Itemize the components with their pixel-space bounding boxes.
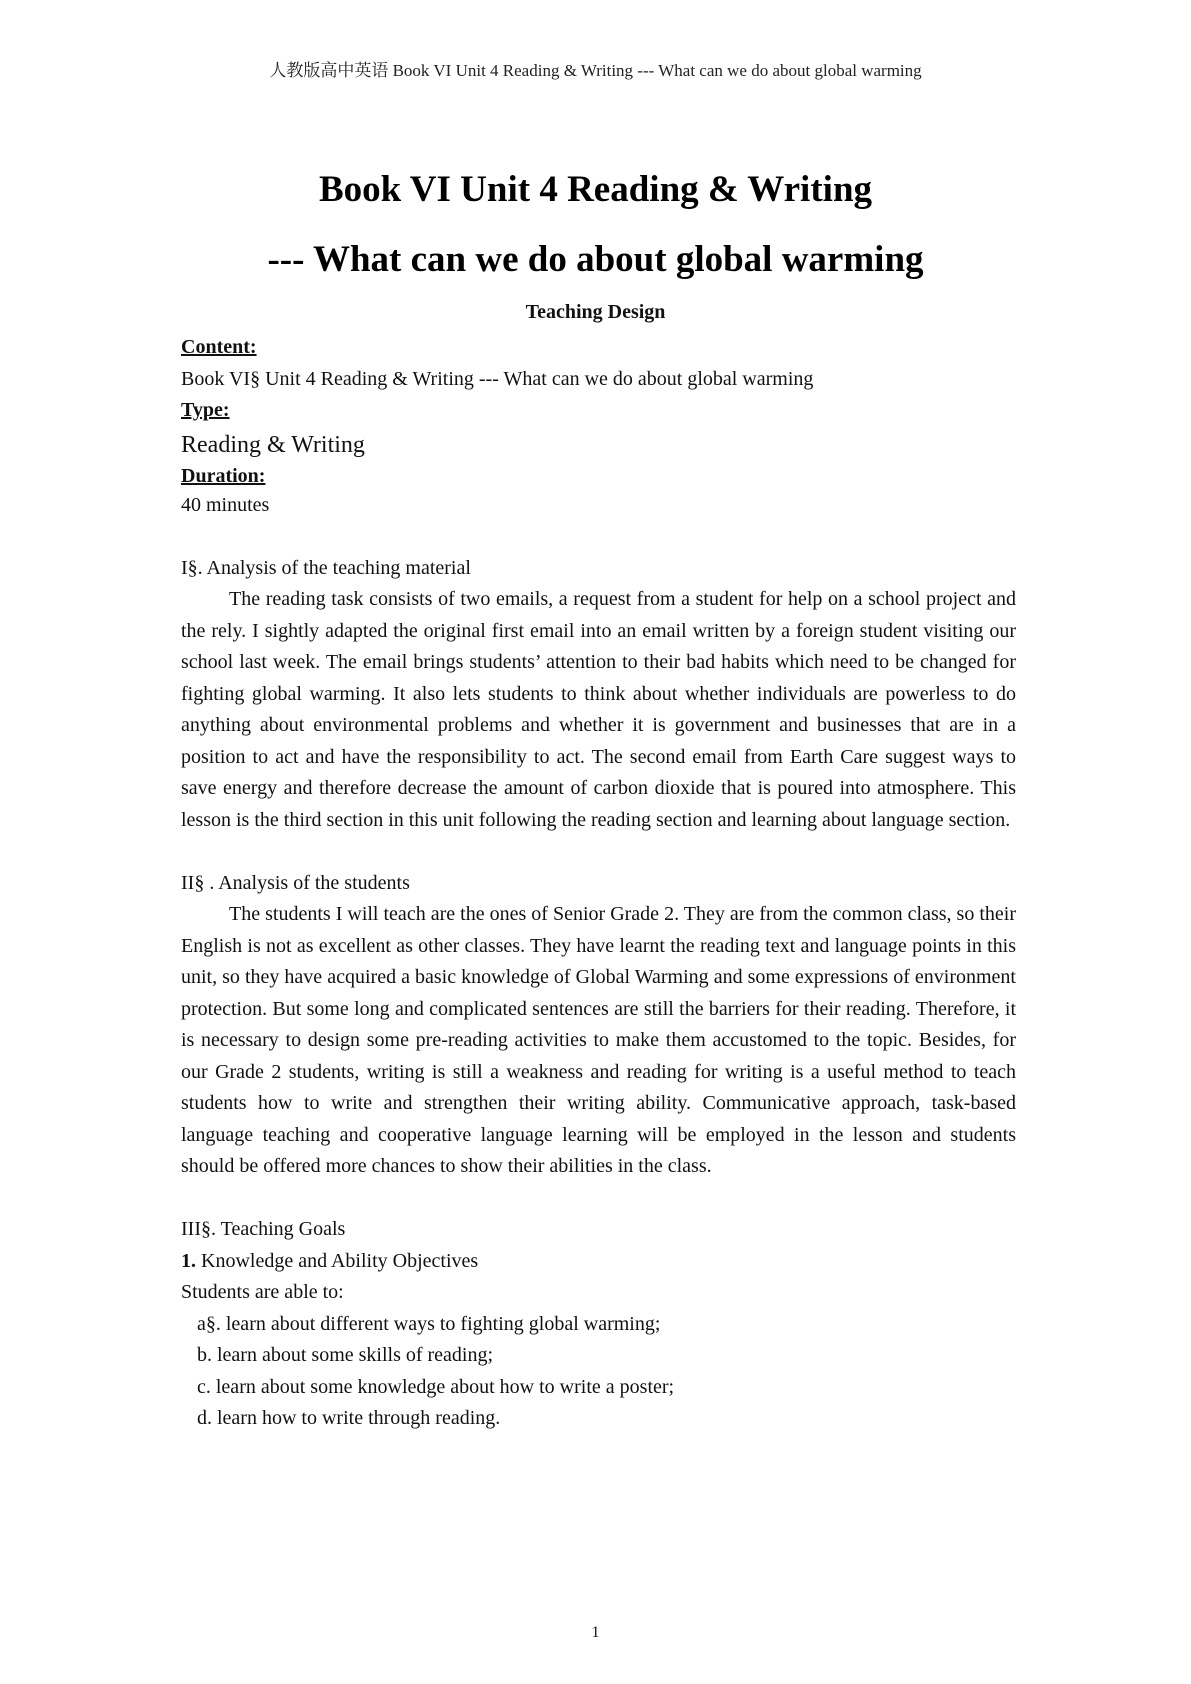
- section-1-heading: I§. Analysis of the teaching material: [181, 556, 471, 579]
- document-subtitle: Teaching Design: [525, 301, 666, 323]
- section-1-paragraph: The reading task consists of two emails, a request from a student for help on a school project and the rely. I sightly adapted the original first email into an email written by a foreign student visiting our school last week. The email brings students’ attention to their bad habits which need to be changed for fighting global warming. It also lets students to think about whether individuals are powerless to do anything about environmental problems and whether it is government and businesses that are in a position to act and have the responsibility to act. The second email from Earth Care suggest ways to save energy and therefore decrease the amount of carbon dioxide that is poured into atmosphere. This lesson is the third section in this unit following the reading section and learning about language section.: [181, 588, 1016, 831]
- goal-item-c: c. learn about some knowledge about how to write a poster;: [197, 1375, 675, 1398]
- spacer: [181, 1183, 1016, 1215]
- content-value: Book VI§ Unit 4 Reading & Writing --- What can we do about global warming: [181, 367, 814, 390]
- spacer: [181, 521, 1016, 553]
- document-title-line-1: Book VI Unit 4 Reading & Writing: [318, 169, 873, 210]
- goal-item-d: d. learn how to write through reading.: [197, 1407, 501, 1429]
- document-title-line-2: --- What can we do about global warming: [267, 239, 924, 280]
- section-3-heading: III§. Teaching Goals: [181, 1218, 346, 1240]
- section-2-paragraph: The students I will teach are the ones of Senior Grade 2. They are from the common class, so their English is not as excellent as other classes. They have learnt the reading text and language points in this unit, so they have acquired a basic knowledge of Global Warming and some expressions of environment protection. But some long and complicated sentences are still the barriers for their reading. Therefore, it is necessary to design some pre-reading activities to make them accustomed to the topic. Besides, for our Grade 2 students, writing is still a weakness and reading for writing is a useful method to teach students how to write and strengthen their writing ability. Communicative approach, task-based language teaching and cooperative language learning will be employed in the lesson and students should be offered more chances to show their abilities in the class.: [181, 903, 1016, 1177]
- spacer: [181, 836, 1016, 868]
- page-number: 1: [591, 1624, 600, 1641]
- section-2-heading: II§ . Analysis of the students: [181, 871, 410, 894]
- running-header: 人教版高中英语 Book VI Unit 4 Reading & Writing --- What can we do about global warming: [269, 61, 922, 80]
- content-label: Content:: [181, 336, 257, 358]
- objective-heading: [181, 1246, 1016, 1278]
- goals-intro: Students are able to:: [181, 1281, 344, 1303]
- type-label: Type:: [181, 399, 230, 421]
- objective-number: 1.: [181, 1249, 196, 1272]
- document-body: [181, 332, 1016, 1435]
- goal-item-a: a§. learn about different ways to fighting global warming;: [197, 1312, 661, 1335]
- duration-label: Duration:: [181, 464, 266, 487]
- goal-item-b: b. learn about some skills of reading;: [197, 1344, 494, 1366]
- duration-value: 40 minutes: [181, 493, 270, 516]
- type-value: Reading & Writing: [181, 431, 365, 458]
- objective-title: Knowledge and Ability Objectives: [201, 1249, 479, 1272]
